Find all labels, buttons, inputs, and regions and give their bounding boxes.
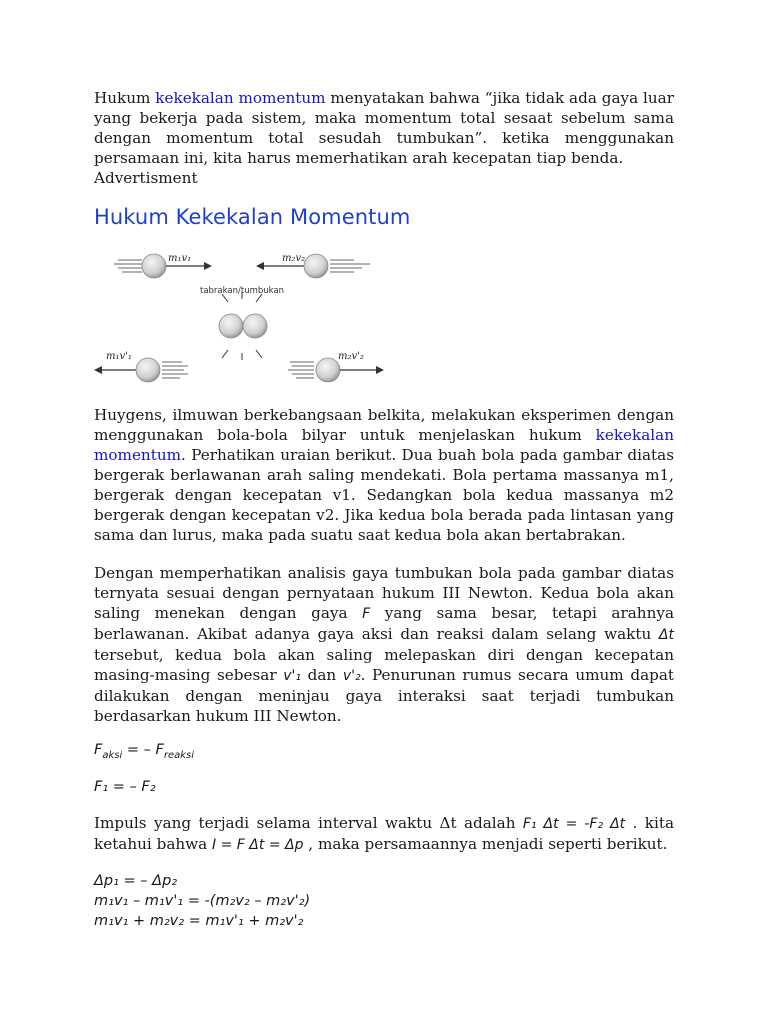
intro-text-end: menyatakan bahwa “jika tidak ada gaya luar yang bekerja pada sistem, maka momentum total sesaat sebelum sama dengan momentum total sesudah tumbukan”. ketika menggunakan persamaan ini, kita harus memerhatikan arah kecepatan tiap benda. [94,89,674,167]
ball-2-before [256,254,370,278]
collision-caption: tabrakan/tumbukan [200,286,285,296]
collision-figure [92,246,392,392]
impuls-text-1: Impuls yang terjadi selama interval waktu Δt adalah [94,814,523,832]
eq1-f: F [94,742,103,758]
eq1-sub-reaksi: reaksi [163,749,195,761]
huygens-text-end: . Perhatikan uraian berikut. Dua buah bola pada gambar diatas bergerak berlawanan arah saling mendekati. Bola pertama massanya m1, bergerak dengan kecepatan v1. Sedangkan bola kedua massanya m2 bergerak dengan kecepatan v2. Jika kedua bola berada pada lintasan yang sama dan lurus, maka pada suatu saat kedua bola akan bertabrakan. [94,446,674,544]
newton-text-2: yang sama besar, tetapi arahnya berlawanan. Akibat adanya gaya aksi dan reaksi dalam selang waktu [94,604,674,643]
equation-action-reaction [94,740,194,766]
impulse-definition: I = F Δt = Δp [212,837,304,853]
equation-conservation: m₁v₁ + m₂v₂ = m₁v'₁ + m₂v'₂ [94,913,304,929]
newton-text-5: . Penurunan rumus secara umum dapat dilakukan dengan meninjau gaya interaksi saat terjadi tumbukan berdasarkan hukum III Newton. [94,666,674,725]
eq1-mid: = – F [122,742,164,758]
kekekalan-momentum-link[interactable]: kekekalan momentum [155,89,326,107]
impuls-text-2: . kita ketahui bahwa [94,814,674,853]
impuls-equation: F₁ Δt = -F₂ Δt [522,816,626,832]
advertisment-label: Advertisment [94,169,198,187]
v2-prime-symbol: v'₂ [342,668,361,684]
eq1-sub-aksi: aksi [102,749,123,761]
label-m1v1-prime: m₁v'₁ [106,351,132,362]
huygens-text-start: Huygens, ilmuwan berkebangsaan belkita, melakukan eksperimen dengan menggunakan bola-bola bilyar untuk menjelaskan hukum [94,406,674,444]
equation-momentum-change: m₁v₁ – m₁v'₁ = -(m₂v₂ – m₂v'₂) [94,893,311,909]
kekekalan-momentum-link-2[interactable]: kekekalan momentum [94,426,674,464]
newton-text-1: Dengan memperhatikan analisis gaya tumbukan bola pada gambar diatas ternyata sesuai dengan pernyataan hukum III Newton. Kedua bola akan saling menekan dengan gaya [94,564,674,622]
ball-2-after [288,358,384,382]
intro-paragraph [94,88,674,188]
intro-text-start: Hukum [94,89,156,107]
newton-paragraph [94,563,674,726]
force-symbol: F [362,606,371,622]
huygens-paragraph [94,405,674,545]
newton-text-4: dan [300,666,343,684]
equation-delta-p: Δp₁ = – Δp₂ [94,873,178,889]
label-m2v2: m₂v₂ [282,253,306,264]
impuls-paragraph [94,813,674,855]
newton-text-3: tersebut, kedua bola akan saling melepaskan diri dengan kecepatan masing-masing sebesar [94,646,674,684]
v1-prime-symbol: v'₁ [283,668,301,684]
section-heading: Hukum Kekekalan Momentum [94,205,411,229]
label-m1v1: m₁v₁ [168,253,192,264]
delta-t-symbol: Δt [658,627,674,643]
impuls-text-3: , maka persamaannya menjadi seperti berikut. [303,835,668,853]
equation-f1-f2: F₁ = – F₂ [94,779,156,795]
label-m2v2-prime: m₂v'₂ [338,351,364,362]
ball-1-before [114,254,212,278]
colliding-balls [219,292,267,360]
